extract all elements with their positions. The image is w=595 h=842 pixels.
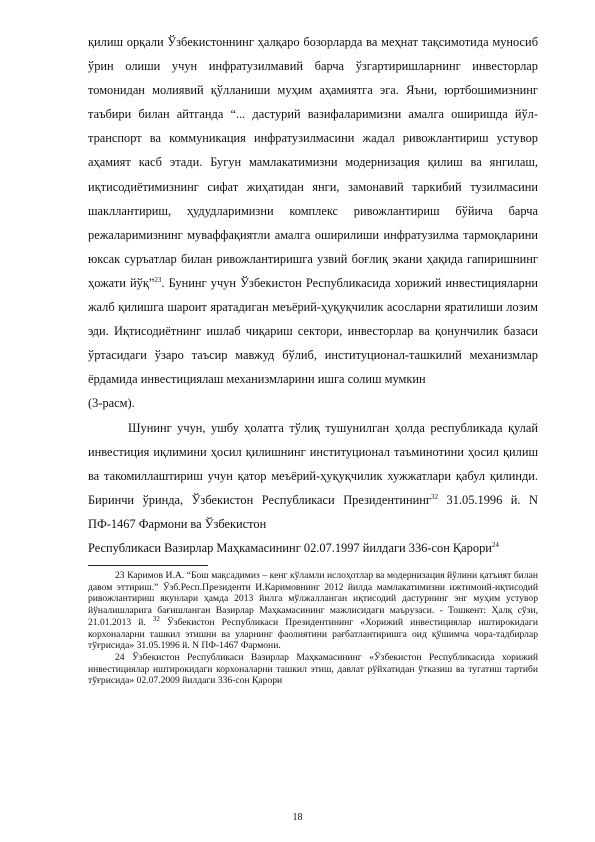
- footnote-text: 23 Каримов И.А. “Бош мақсадимиз – кенг кўламли ислоҳотлар ва модернизация йўлини қатъият билан давом эттириш.” Ўзб.Респ.Президенти И.Каримовнинг 2012 йилда мамлакатимизни ижтимоий-иқтисодий ривожлантириш якунлари ҳамда 2013 йилга мўлжалланган иқтисодий дастурнинг энг муҳим устувор йўналишларига бағишланган Вазирлар Маҳкамасининг мажлисидаги маърузаси. - Тошкент: Ҳалқ сўзи, 21.01.2013 й.: [88, 570, 538, 628]
- page-number: 18: [292, 812, 303, 823]
- paragraph-text: . Бунинг учун Ўзбекистон Республикасида хорижий инвестицияларни жалб қилишга шароит яратадиган меъёрий-ҳуқуқчилик асосларни яратилиши лозим эди. Иқтисодиётнинг ишлаб чиқариш сектори, инвесторлар ва қонунчилик базаси ўртасидаги ўзаро таъсир мавжуд бўлиб, институционал-ташкилий механизмлар ёрдамида инвестициялаш механизмларини ишга солиш мумкин: [88, 275, 538, 387]
- footnote-ref[interactable]: 23: [154, 275, 162, 284]
- body-paragraph-1: [88, 30, 538, 391]
- paragraph-text: Республикаси Вазирлар Маҳкамасининг 02.07.1997 йилдаги 336-сон Қарори: [88, 540, 492, 555]
- page-content: [88, 30, 538, 687]
- paragraph-text: Шунинг учун, ушбу ҳолатга тўлиқ тушунилган ҳолда республикада қулай инвестиция иқлимини ҳосил қилишнинг институционал таъминотини ҳосил қилиш ва такомиллаштириш учун қатор меъёрий-ҳуқуқчилик хужжатлари қабул қилинди. Биринчи ўринда, Ўзбекистон Республикаси Президентининг: [88, 420, 538, 507]
- footnote-23: [88, 570, 538, 652]
- figure-reference: (3-расм).: [88, 396, 135, 411]
- footnote-24: 24 Ўзбекистон Республикаси Вазирлар Маҳкамасининг «Ўзбекистон Республикасида хорижий инвестициялар иштирокидаги корхоналарни ташкил этиш, давлат рўйхатидан ўтказиш ва тугатиш тартиби тўғрисида» 02.07.2009 йилдаги 336-сон Қарори: [88, 651, 538, 687]
- footnote-divider: [88, 565, 208, 566]
- footnote-ref[interactable]: 24: [491, 540, 499, 549]
- footnote-ref[interactable]: 32: [431, 492, 438, 501]
- footnote-ref: 32: [152, 614, 160, 623]
- paragraph-text: қилиш орқали Ўзбекистоннинг ҳалқаро бозорларда ва меҳнат тақсимотида муносиб ўрин олиши учун инфратузилмавий барча ўзгартиришларнинг инвесторлар томонидан молиявий қўлланиши муҳим аҳамиятга эга. Яъни, юртбошимизнинг таъбири билан айтганда “... дастурий вазифаларимизни амалга оширишда йўл-транспорт ва коммуникация инфратузилмасини жадал ривожлантириш устувор аҳамият касб этади. Бугун мамлакатимизни модернизация қилиш ва янгилаш, иқтисодиётимизнинг сифат жиҳатидан янги, замонавий таркибий тузилмасини шакллантириш, ҳудудларимизни комплекс ривожлантириш бўйича барча режаларимизнинг муваффақиятли амалга оширилиши инфратузилма тармоқларини юксак суръатлар билан ривожлантиришга узвий боғлиқ экани ҳақида гапиришнинг ҳожати йўқ”: [88, 35, 538, 290]
- body-paragraph-2-cont: [88, 536, 538, 560]
- body-paragraph-2: [88, 416, 538, 536]
- paragraph-text: 31.05.1996 й. N ПФ-1467 Фармони ва Ўзбекистон: [88, 492, 538, 531]
- footnote-text: Ўзбекистон Республикаси Президентининг «Хорижий инвестициялар иштирокидаги корхоналарни ташкил этишни ва уларнинг фаолиятини рағбатлантиришга оид қўшимча чора-тадбирлар тўғрисида» 31.05.1996 й. N ПФ-1467 Фармони.: [88, 616, 538, 652]
